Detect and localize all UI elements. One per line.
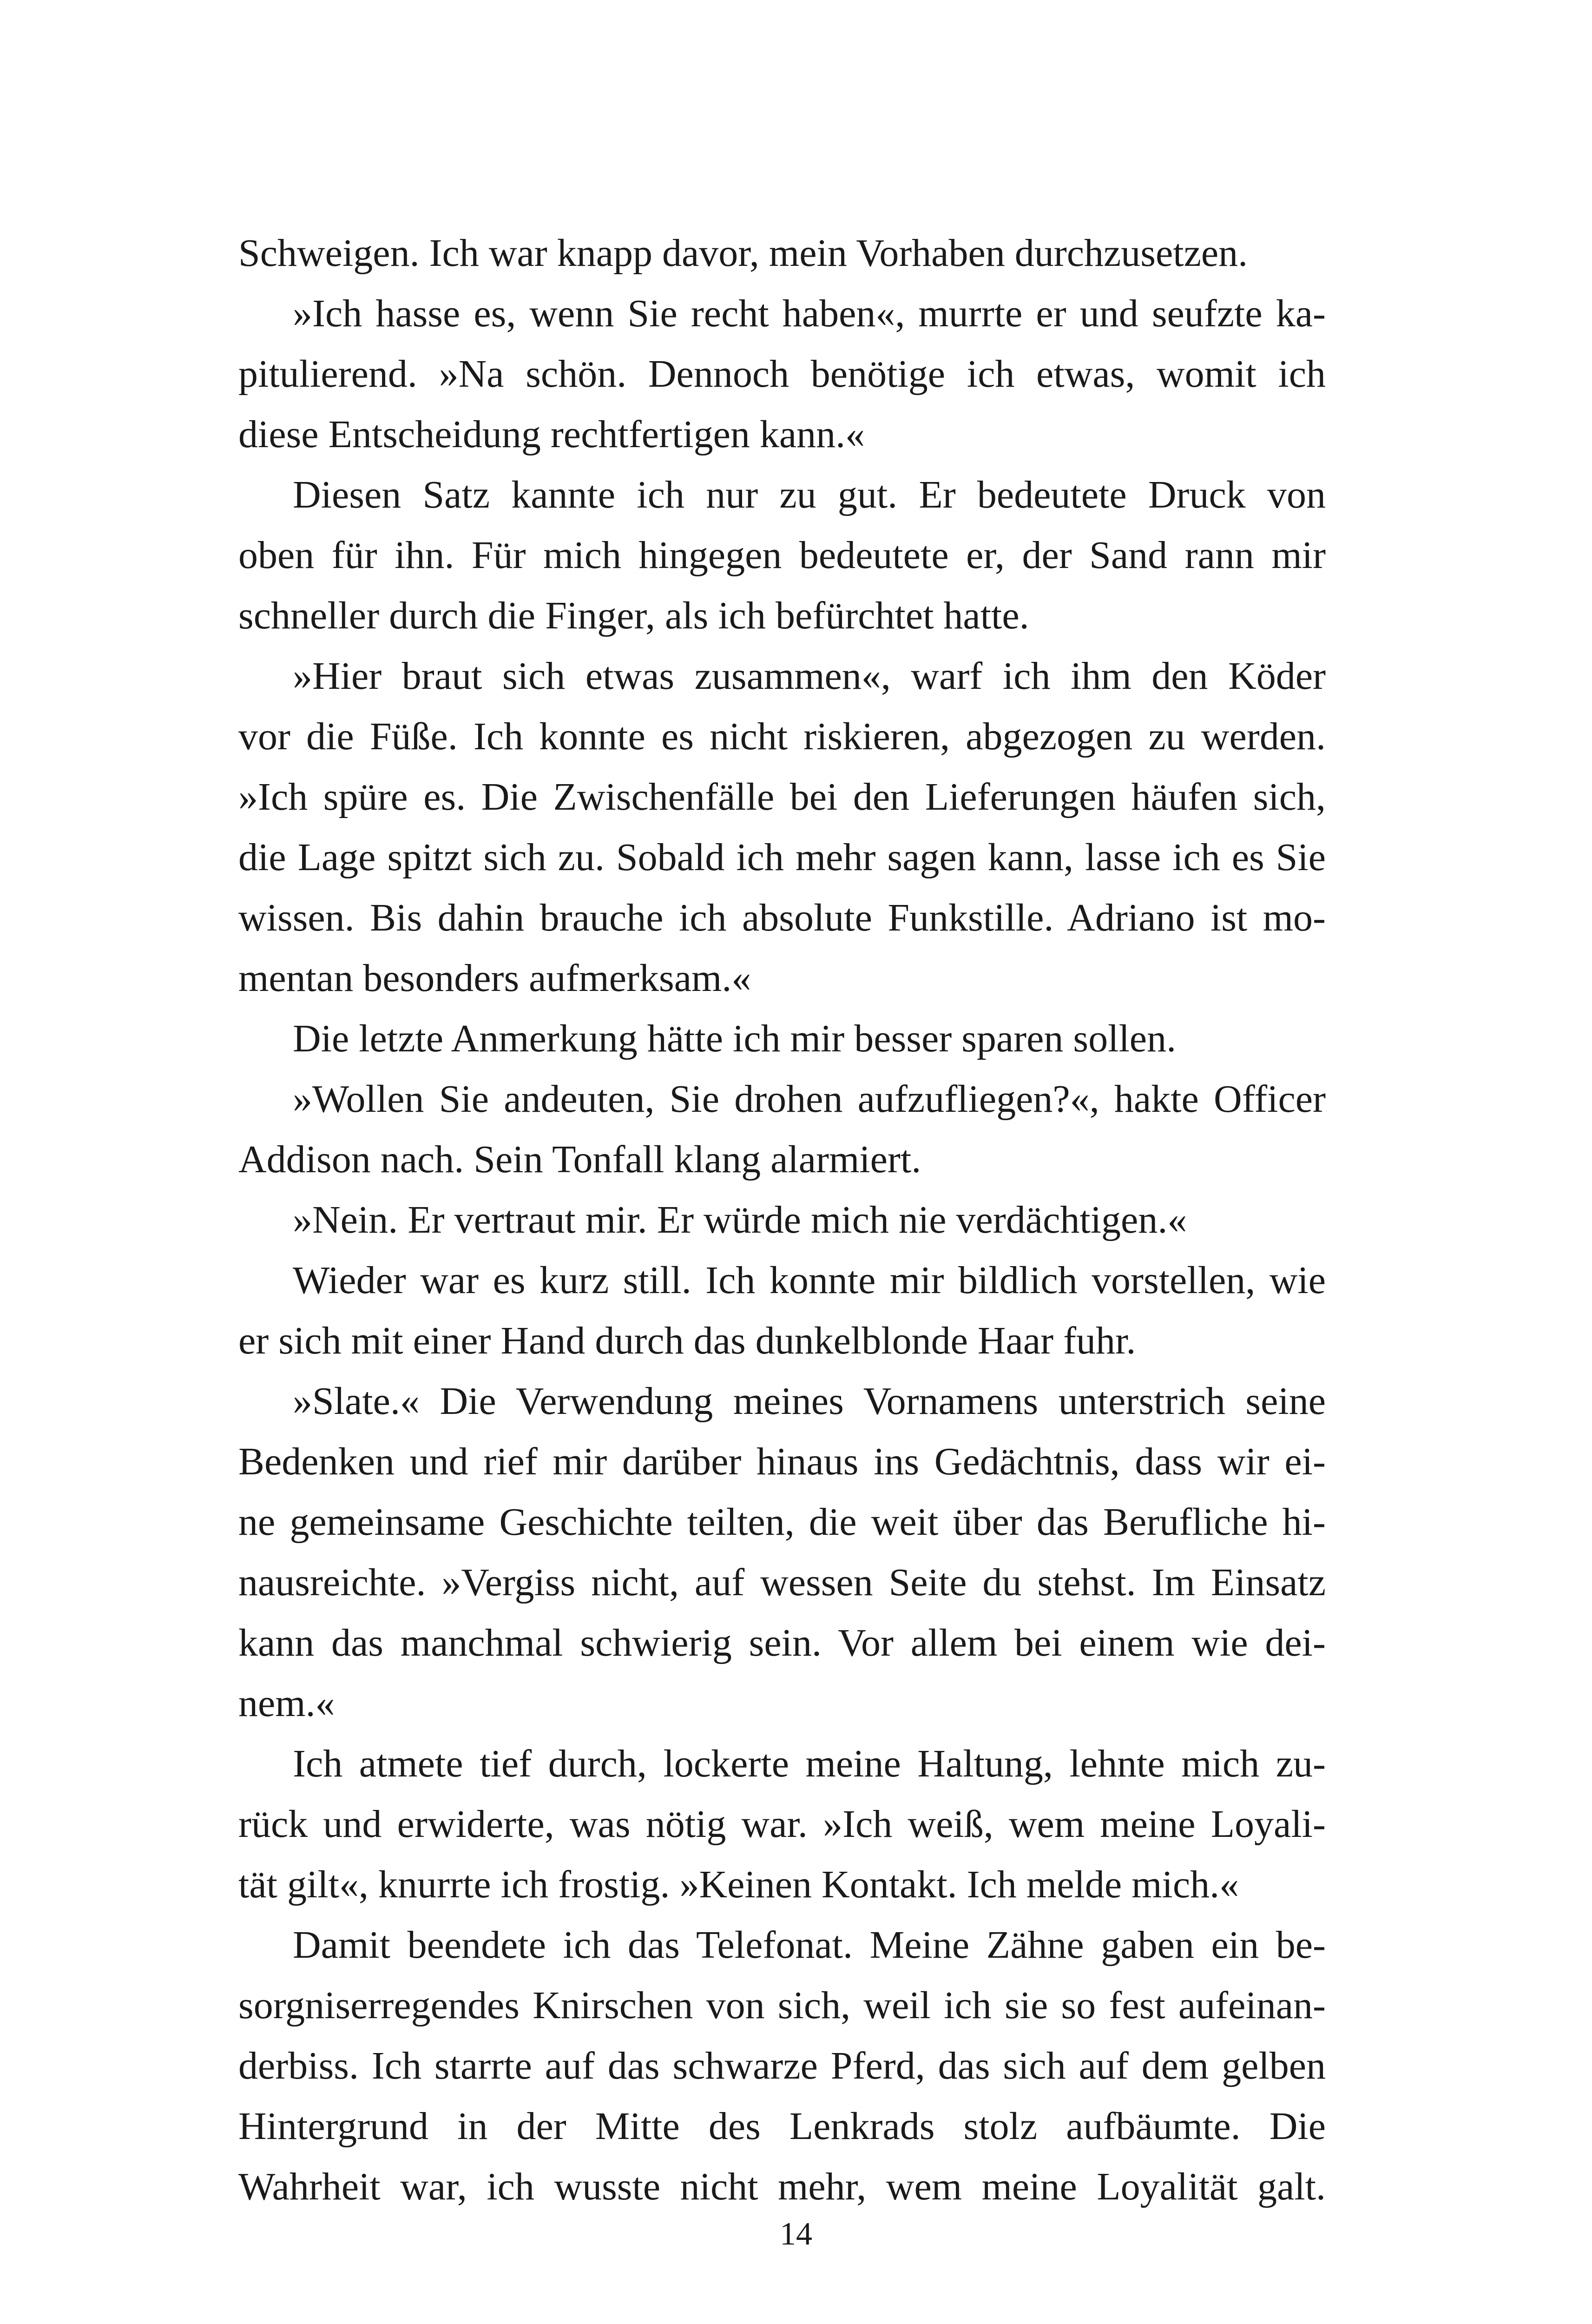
text-line: ne gemeinsame Geschichte teilten, die weit über das Berufliche hi- [238, 1500, 1326, 1544]
text-line: er sich mit einer Hand durch das dunkelblonde Haar fuhr. [238, 1319, 1136, 1362]
text-line: derbiss. Ich starrte auf das schwarze Pferd, das sich auf dem gelben [238, 2044, 1326, 2087]
text-line: schneller durch die Finger, als ich befürchtet hatte. [238, 594, 1029, 637]
text-line: Ich atmete tief durch, lockerte meine Haltung, lehnte mich zu- [293, 1742, 1326, 1785]
text-line: die Lage spitzt sich zu. Sobald ich mehr sagen kann, lasse ich es Sie [238, 836, 1326, 879]
paragraph [238, 1371, 1326, 1734]
text-line: Wieder war es kurz still. Ich konnte mir bildlich vorstellen, wie [293, 1259, 1326, 1302]
text-line: mentan besonders aufmerksam.« [238, 957, 751, 1000]
paragraph [238, 223, 1326, 284]
text-line: Hintergrund in der Mitte des Lenkrads stolz aufbäumte. Die [238, 2105, 1326, 2148]
paragraph [238, 646, 1326, 1009]
text-line: »Slate.« Die Verwendung meines Vornamens unterstrich seine [293, 1380, 1326, 1423]
page-number: 14 [780, 2216, 812, 2252]
text-line: »Hier braut sich etwas zusammen«, warf ich ihm den Köder [293, 654, 1326, 698]
text-line: wissen. Bis dahin brauche ich absolute Funkstille. Adriano ist mo- [238, 896, 1326, 939]
paragraph [238, 1915, 1326, 2217]
text-line: diese Entscheidung rechtfertigen kann.« [238, 413, 865, 456]
text-line: Wahrheit war, ich wusste nicht mehr, wem meine Loyalität galt. [238, 2165, 1326, 2208]
text-line: Die letzte Anmerkung hätte ich mir besser sparen sollen. [293, 1017, 1177, 1060]
text-line: Bedenken und rief mir darüber hinaus ins Gedächtnis, dass wir ei- [238, 1440, 1326, 1483]
body-text [238, 223, 1326, 2217]
paragraph [238, 1190, 1326, 1250]
text-line: »Wollen Sie andeuten, Sie drohen aufzufliegen?«, hakte Officer [293, 1077, 1326, 1121]
paragraph [238, 1069, 1326, 1190]
paragraph [238, 1250, 1326, 1371]
text-line: Schweigen. Ich war knapp davor, mein Vorhaben durchzusetzen. [238, 231, 1248, 275]
text-line: nem.« [238, 1682, 335, 1725]
text-line: Damit beendete ich das Telefonat. Meine Zähne gaben ein be- [293, 1923, 1326, 1967]
paragraph [238, 1009, 1326, 1069]
text-line: pitulierend. »Na schön. Dennoch benötige ich etwas, womit ich [238, 352, 1326, 396]
text-line: »Ich hasse es, wenn Sie recht haben«, murrte er und seufzte ka- [293, 292, 1326, 335]
paragraph [238, 284, 1326, 465]
text-line: nausreichte. »Vergiss nicht, auf wessen Seite du stehst. Im Einsatz [238, 1561, 1326, 1604]
text-line: »Nein. Er vertraut mir. Er würde mich nie verdächtigen.« [293, 1198, 1187, 1241]
text-line: Diesen Satz kannte ich nur zu gut. Er bedeutete Druck von [293, 473, 1326, 516]
text-line: Addison nach. Sein Tonfall klang alarmiert. [238, 1138, 921, 1181]
text-line: oben für ihn. Für mich hingegen bedeutete er, der Sand rann mir [238, 534, 1326, 577]
text-line: kann das manchmal schwierig sein. Vor allem bei einem wie dei- [238, 1621, 1326, 1664]
paragraph [238, 465, 1326, 646]
text-line: sorgniserregendes Knirschen von sich, weil ich sie so fest aufeinan- [238, 1984, 1326, 2027]
text-line: vor die Füße. Ich konnte es nicht riskieren, abgezogen zu werden. [238, 715, 1326, 758]
text-line: rück und erwiderte, was nötig war. »Ich weiß, wem meine Loyali- [238, 1802, 1326, 1846]
text-line: tät gilt«, knurrte ich frostig. »Keinen Kontakt. Ich melde mich.« [238, 1863, 1239, 1906]
paragraph [238, 1734, 1326, 1915]
text-line: »Ich spüre es. Die Zwischenfälle bei den Lieferungen häufen sich, [238, 775, 1326, 819]
